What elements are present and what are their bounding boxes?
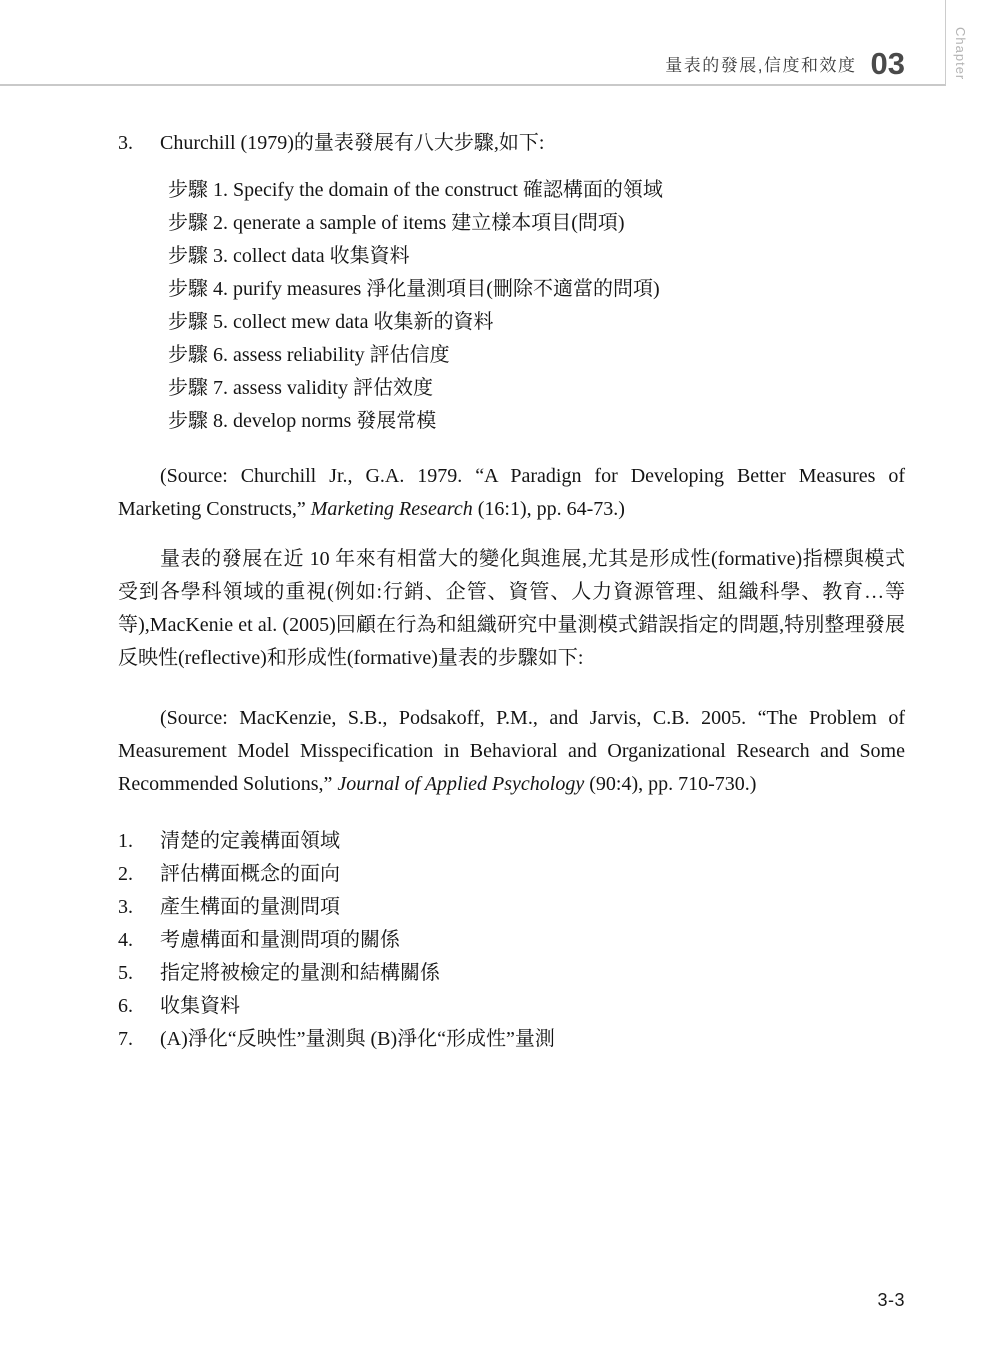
list-item-text: 指定將被檢定的量測和結構關係 xyxy=(160,962,440,984)
step-line-1: 步驟 1. Specify the domain of the construct 確認構面的領域 xyxy=(168,179,663,201)
citation-text: (90:4), pp. 710-730.) xyxy=(584,773,757,795)
journal-name: Journal of Applied Psychology xyxy=(337,773,585,795)
page-number: 3-3 xyxy=(877,1290,905,1310)
list-item-text: 評估構面概念的面向 xyxy=(160,863,340,885)
section-item-text: Churchill (1979)的量表發展有八大步驟,如下: xyxy=(160,132,545,154)
list-item-text: 產生構面的量測問項 xyxy=(160,896,340,918)
list-item-text: 收集資料 xyxy=(160,995,240,1017)
step-line-3: 步驟 3. collect data 收集資料 xyxy=(168,245,410,267)
journal-name: Marketing Research xyxy=(310,498,473,520)
list-item-text: 清楚的定義構面領域 xyxy=(160,830,340,852)
list-item-number: 6. xyxy=(118,995,133,1017)
list-item-text: 考慮構面和量測問項的關係 xyxy=(160,929,400,951)
step-line-8: 步驟 8. develop norms 發展常模 xyxy=(168,410,437,432)
chapter-number: 03 xyxy=(870,46,905,81)
list-item xyxy=(118,1023,905,1056)
page-content xyxy=(0,88,1000,1056)
list-item xyxy=(118,990,905,1023)
step-line-4: 步驟 4. purify measures 淨化量測項目(刪除不適當的問項) xyxy=(168,278,660,300)
list-item xyxy=(118,957,905,990)
section-item-number: 3. xyxy=(118,132,133,154)
list-item xyxy=(118,924,905,957)
chapter-title: 量表的發展,信度和效度 xyxy=(665,56,857,75)
chapter-side-label: Chapter xyxy=(953,27,968,81)
list-item-number: 5. xyxy=(118,962,133,984)
list-item xyxy=(118,858,905,891)
list-item-number: 1. xyxy=(118,830,133,852)
step-line-2: 步驟 2. qenerate a sample of items 建立樣本項目(問項) xyxy=(168,212,625,234)
source-citation-churchill xyxy=(118,460,905,526)
section-item-3 xyxy=(118,127,905,160)
step-line-5: 步驟 5. collect mew data 收集新的資料 xyxy=(168,311,494,333)
citation-text: (16:1), pp. 64-73.) xyxy=(472,498,625,520)
numbered-list xyxy=(118,825,905,1056)
body-paragraph: 量表的發展在近 10 年來有相當大的變化與進展,尤其是形成性(formative)指標與模式受到各學科領域的重視(例如:行銷、企管、資管、人力資源管理、組織科學、教育…等等),MacKenie et al. (2005)回顧在行為和組織研究中量測模式錯誤指定的問題,特別整理發展反映性(reflective)和形成性(formative)量表的步驟如下: xyxy=(118,548,905,669)
step-line-7: 步驟 7. assess validity 評估效度 xyxy=(168,377,433,399)
list-item-text: (A)淨化“反映性”量測與 (B)淨化“形成性”量測 xyxy=(160,1028,555,1050)
list-item xyxy=(118,825,905,858)
list-item-number: 7. xyxy=(118,1028,133,1050)
source-citation-mackenzie xyxy=(118,702,905,801)
list-item-number: 3. xyxy=(118,896,133,918)
list-item-number: 2. xyxy=(118,863,133,885)
list-item xyxy=(118,891,905,924)
citation-text: (Source: Churchill Jr., G.A. 1979. “A Paradign for Developing Better Measures of Marketing Constructs,” xyxy=(118,465,905,520)
steps-list xyxy=(168,174,905,438)
list-item-number: 4. xyxy=(118,929,133,951)
citation-text: (Source: MacKenzie, S.B., Podsakoff, P.M., and Jarvis, C.B. 2005. “The Problem of Measurement Model Misspecification in Behavioral and Organizational Research and Some Recommended Solutions,” xyxy=(118,707,905,795)
page-header xyxy=(0,0,946,86)
step-line-6: 步驟 6. assess reliability 評估信度 xyxy=(168,344,450,366)
